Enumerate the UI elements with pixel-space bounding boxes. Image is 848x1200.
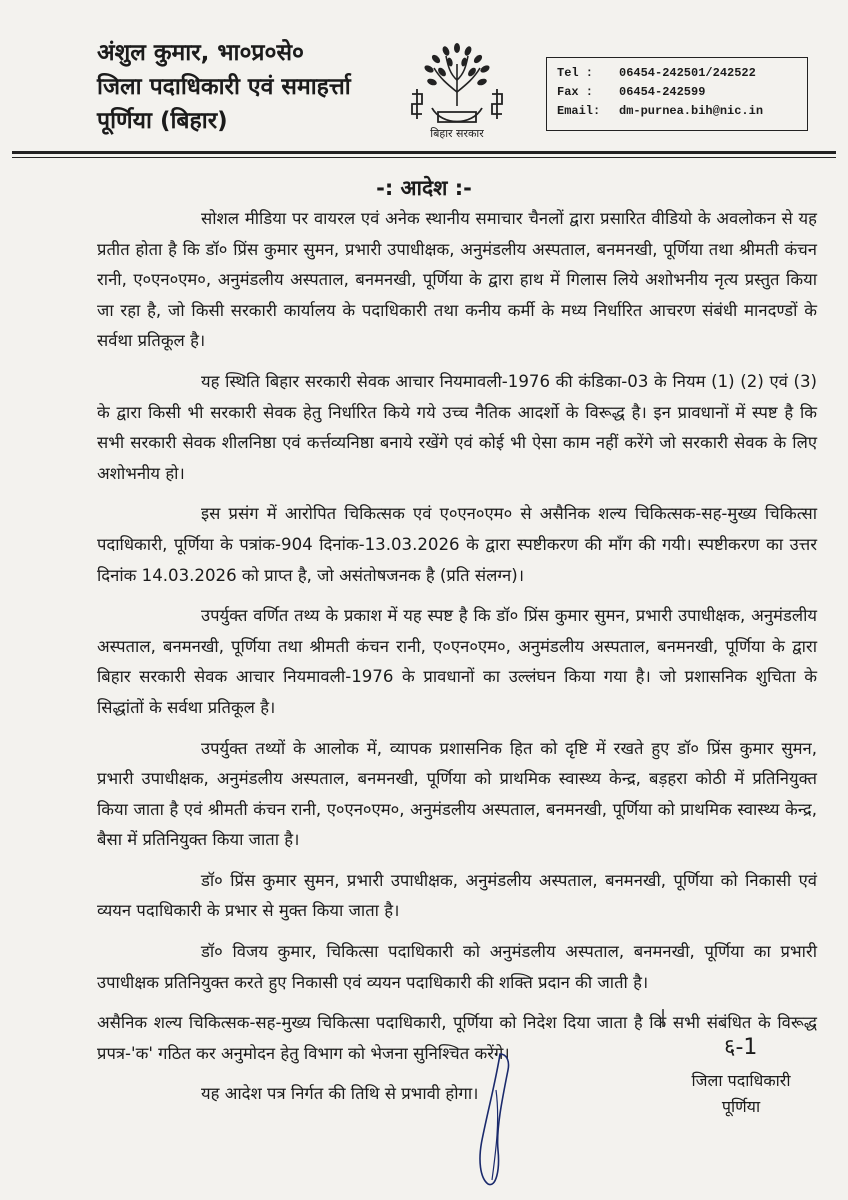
email-value: dm-purnea.bih@nic.in [619,104,764,118]
fax-value: 06454-242599 [619,85,706,99]
officer-designation: जिला पदाधिकारी एवं समाहर्त्ता [97,74,351,100]
order-body [97,204,817,1120]
paragraph: डॉ० विजय कुमार, चिकित्सा पदाधिकारी को अनुमंडलीय अस्पताल, बनमनखी, पूर्णिया का प्रभारी उपाधीक्षक प्रतिनियुक्त करते हुए निकासी एवं व्ययन पदाधिकारी की शक्ति प्रदान की जाती है। [97,942,817,992]
officer-district: पूर्णिया (बिहार) [97,108,228,134]
tel-value: 06454-242501/242522 [619,66,756,80]
header-divider-thick [12,151,836,154]
paragraph: असैनिक शल्य चिकित्सक-सह-मुख्य चिकित्सा पदाधिकारी, पूर्णिया को निदेश दिया जाता है कि सभी संबंधित के विरूद्ध प्रपत्र-'क' गठित कर अनुमोदन हेतु विभाग को भेजना सुनिश्चित करेंगे। [97,1013,817,1063]
pen-tick-mark-icon [660,1008,666,1028]
bihar-government-emblem-icon [402,34,512,140]
handwritten-signature-icon [466,1050,526,1190]
paragraph: डॉ० प्रिंस कुमार सुमन, प्रभारी उपाधीक्षक, अनुमंडलीय अस्पताल, बनमनखी, पूर्णिया को निकासी एवं व्ययन पदाधिकारी के प्रभार से मुक्त किया जाता है। [97,870,817,921]
svg-text:बिहार सरकार: बिहार सरकार [430,127,484,140]
paragraph: उपर्युक्त वर्णित तथ्य के प्रकाश में यह स्पष्ट है कि डॉ० प्रिंस कुमार सुमन, प्रभारी उपाधीक्षक, अनुमंडलीय अस्पताल, बनमनखी, पूर्णिया तथा श्रीमती कंचन रानी, ए०एन०एम०, अनुमंडलीय अस्पताल, बनमनखी, पूर्णिया के द्वारा बिहार सरकारी सेवक आचार नियमावली-1976 के प्रावधानों का उल्लंघन किया गया है। जो प्रशासनिक शुचिता के सिद्धांतों के सर्वथा प्रतिकूल है। [97,606,817,717]
paragraph: सोशल मीडिया पर वायरल एवं अनेक स्थानीय समाचार चैनलों द्वारा प्रसारित वीडियो के अवलोकन से यह प्रतीत होता है कि डॉ० प्रिंस कुमार सुमन, प्रभारी उपाधीक्षक, अनुमंडलीय अस्पताल, बनमनखी, पूर्णिया तथा श्रीमती कंचन रानी, ए०एन०एम०, अनुमंडलीय अस्पताल, बनमनखी, पूर्णिया के द्वारा हाथ में गिलास लिये अशोभनीय नृत्य प्रस्तुत किया जा रहा है, जो किसी सरकारी कार्यालय के पदाधिकारी तथा कनीय कर्मी के मध्य निर्धारित आचरण संबंधी मानदण्डों के सर्वथा प्रतिकूल है। [97,209,817,351]
paragraph: यह स्थिति बिहार सरकारी सेवक आचार नियमावली-1976 की कंडिका-03 के नियम (1) (2) एवं (3) के द्वारा किसी भी सरकारी सेवक हेतु निर्धारित किये गये उच्च नैतिक आदर्शो के विरूद्ध है। इन प्रावधानों में स्पष्ट है कि सभी सरकारी सेवक शीलनिष्ठा एवं कर्त्तव्यनिष्ठा बनाये रखेंगे एवं कोई भी ऐसा काम नहीं करेंगे जो सरकारी सेवक के लिए अशोभनीय हो। [97,371,817,483]
paragraph: इस प्रसंग में आरोपित चिकित्सक एवं ए०एन०एम० से असैनिक शल्य चिकित्सक-सह-मुख्य चिकित्सा पदाधिकारी, पूर्णिया के पत्रांक-904 दिनांक-13.03.2026 के द्वारा स्पष्टीकरण की माँग की गयी। स्पष्टीकरण का उत्तर दिनांक 14.03.2026 को प्राप्त है, जो असंतोषजनक है (प्रति संलग्न)। [97,504,817,585]
tel-label: Tel : [557,66,594,80]
signatory-block [676,1068,806,1120]
contact-box [546,57,808,131]
signatory-designation: जिला पदाधिकारी [691,1071,791,1090]
header-divider-thin [12,157,836,158]
email-label: Email: [557,104,601,118]
fax-label: Fax : [557,85,594,99]
paragraph: यह आदेश पत्र निर्गत की तिथि से प्रभावी होगा। [201,1084,479,1104]
paragraph: उपर्युक्त तथ्यों के आलोक में, व्यापक प्रशासनिक हित को दृष्टि में रखते हुए डॉ० प्रिंस कुमार सुमन, प्रभारी उपाधीक्षक, अनुमंडलीय अस्पताल, बनमनखी, पूर्णिया को प्राथमिक स्वास्थ्य केन्द्र, बड़हरा कोठी में प्रतिनियुक्त किया जाता है एवं श्रीमती कंचन रानी, ए०एन०एम०, अनुमंडलीय अस्पताल, बनमनखी, पूर्णिया को प्राथमिक स्वास्थ्य केन्द्र, बैसा में प्रतिनियुक्त किया जाता है। [97,738,817,850]
letterhead-officer-block [97,36,351,138]
order-title: -: आदेश :- [376,176,472,200]
signature-initial-mark: ६-1 [724,1035,758,1060]
officer-name: अंशुल कुमार, भा०प्र०से० [97,40,304,66]
signatory-district: पूर्णिया [721,1097,761,1116]
